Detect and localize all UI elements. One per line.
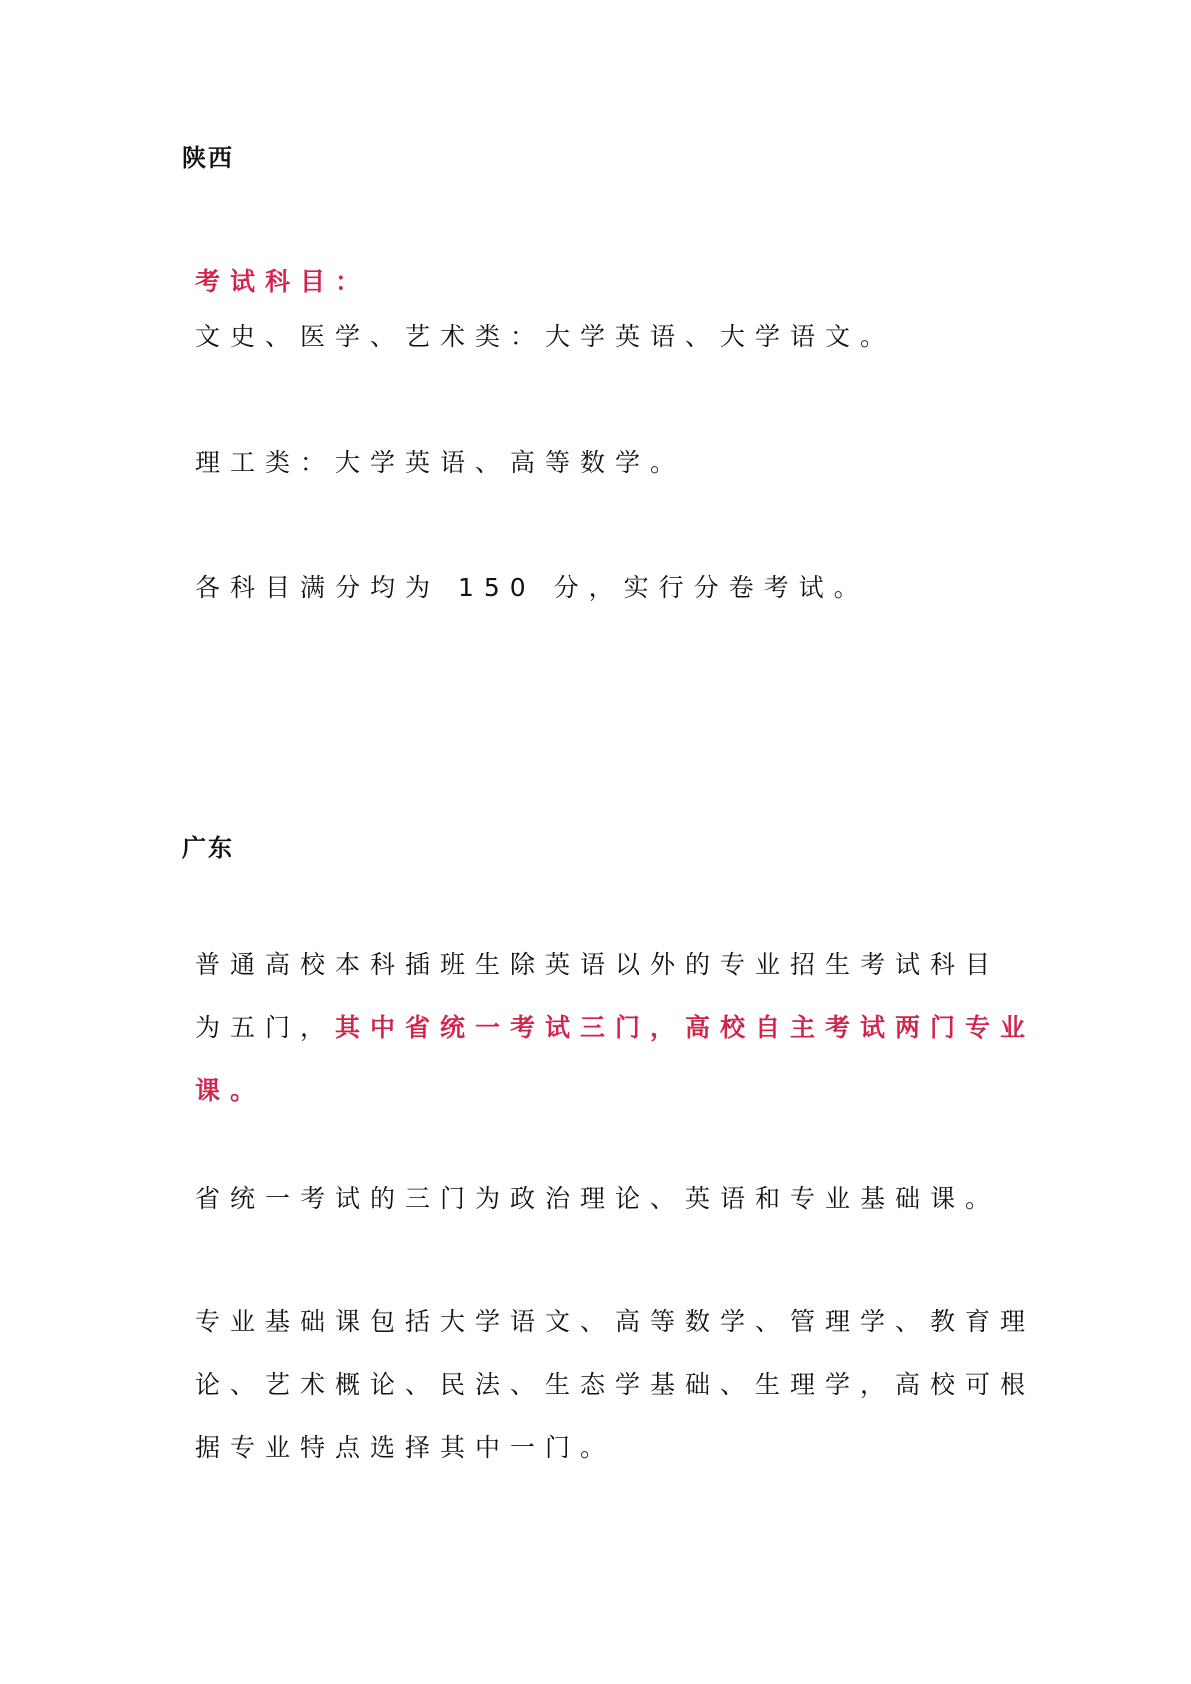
section-title-guangdong: 广东 [182, 833, 234, 862]
paragraph-3-line-3: 据专业特点选择其中一门。 [195, 1433, 616, 1462]
subject-line-arts: 文史、医学、艺术类：大学英语、大学语文。 [195, 322, 896, 351]
guangdong-paragraph-3 [195, 1290, 1036, 1479]
paragraph-1-line-2 [195, 996, 1036, 1059]
paragraph-1-line-2-highlight: 其中省统一考试三门，高校自主考试两门专业 [335, 1013, 1036, 1042]
guangdong-paragraph-2: 省统一考试的三门为政治理论、英语和专业基础课。 [195, 1184, 1001, 1213]
exam-subjects-label: 考试科目： [195, 267, 371, 296]
paragraph-3-line-2: 论、艺术概论、民法、生态学基础、生理学，高校可根 [195, 1370, 1036, 1399]
score-info-line: 各科目满分均为 150 分，实行分卷考试。 [195, 573, 869, 602]
paragraph-1-line-1: 普通高校本科插班生除英语以外的专业招生考试科目 [195, 950, 1001, 979]
paragraph-1-line-2-normal: 为五门， [195, 1013, 336, 1042]
section-title-shaanxi: 陕西 [182, 143, 234, 172]
subject-line-science: 理工类：大学英语、高等数学。 [195, 448, 686, 477]
paragraph-3-line-1: 专业基础课包括大学语文、高等数学、管理学、教育理 [195, 1307, 1036, 1336]
guangdong-paragraph-1 [195, 933, 1036, 1122]
paragraph-1-line-3-highlight: 课。 [195, 1076, 266, 1105]
